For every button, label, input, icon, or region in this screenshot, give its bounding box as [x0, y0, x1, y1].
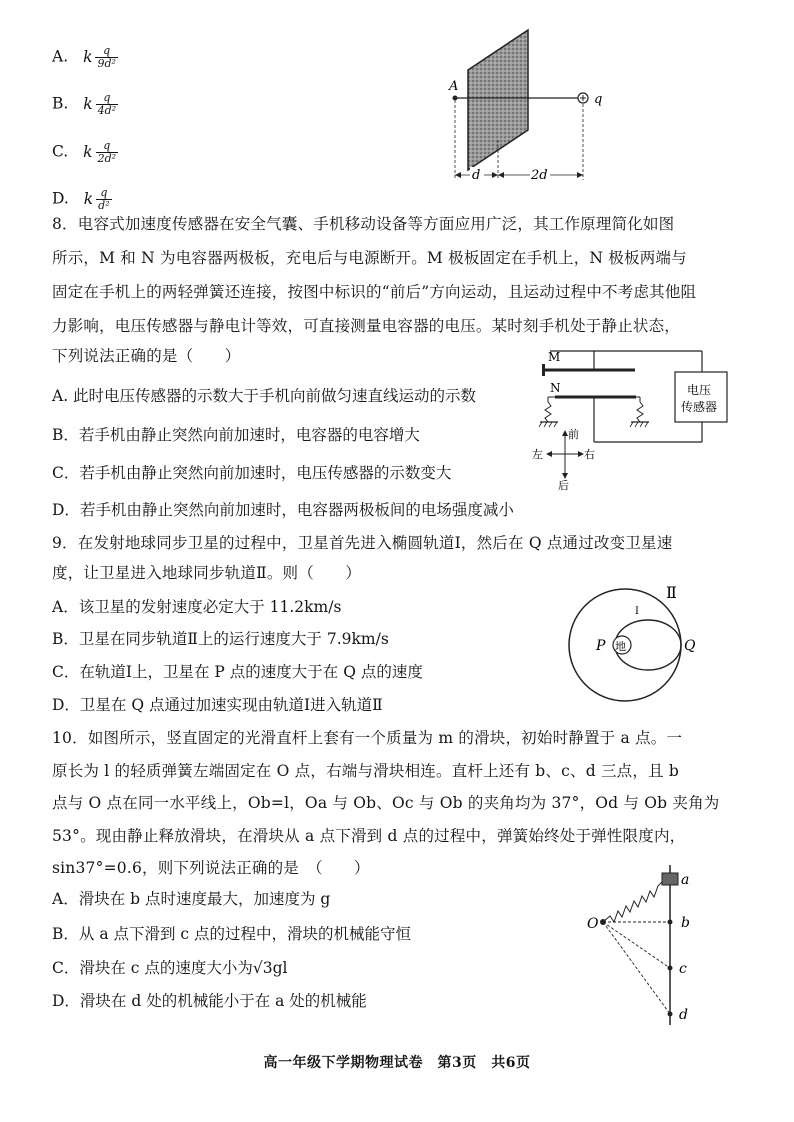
spring [603, 882, 662, 922]
q8-option-d: D．若手机由静止突然向前加速时，电容器两极板间的电场强度减小 [52, 501, 514, 519]
option-coef: k [83, 189, 94, 208]
option-label: D. [52, 189, 69, 208]
fraction-num: q [96, 92, 118, 105]
q9-option-b: B．卫星在同步轨道Ⅱ上的运行速度大于 7.9km/s [52, 630, 389, 648]
fraction [96, 92, 118, 117]
q8-capacitor-figure [510, 342, 735, 492]
q7-option-b [52, 92, 118, 117]
q7-option-a [52, 45, 118, 70]
q9-option-c: C．在轨道Ⅰ上，卫星在 P 点的速度大于在 Q 点的速度 [52, 663, 423, 681]
q9-stem-line-2: 度，让卫星进入地球同步轨道Ⅱ。则（ ） [52, 564, 362, 582]
dir-back-label: 后 [558, 479, 569, 492]
sensor-label-line-2: 传感器 [681, 400, 718, 414]
plate-n-label: N [550, 381, 561, 395]
q10-stem-line-4: 53°。现由静止释放滑块，在滑块从 a 点下滑到 d 点的过程中，弹簧始终处于弹性限度内， [52, 827, 686, 845]
q9-option-a: A．该卫星的发射速度必定大于 11.2km/s [52, 598, 342, 616]
point-a-label: a [681, 872, 690, 888]
q10-stem-line-3: 点与 O 点在同一水平线上，Ob=l，Oa 与 Ob、Oc 与 Ob 的夹角均为 37°，Od 与 Ob 夹角为 [52, 794, 720, 812]
fraction [96, 140, 118, 165]
fraction-den: d² [98, 199, 110, 212]
point-p-label: P [596, 638, 606, 654]
point-c-label: c [679, 961, 687, 977]
point-a-dot [453, 96, 458, 101]
dir-front-label: 前 [568, 428, 579, 441]
option-label: A. [52, 47, 69, 66]
q8-option-b: B．若手机由静止突然向前加速时，电容器的电容增大 [52, 426, 420, 444]
earth-label: 地 [615, 640, 626, 653]
point-o-label: O [587, 916, 599, 932]
q9-orbit-figure [560, 582, 700, 702]
plate-m-label: M [548, 350, 561, 364]
q10-option-b: B．从 a 点下滑到 c 点的过程中，滑块的机械能守恒 [52, 925, 412, 943]
q7-plate-figure [440, 20, 620, 190]
q7-option-c [52, 140, 118, 165]
option-coef: k [83, 142, 93, 161]
q7-option-d [52, 187, 112, 212]
q10-stem-line-5: sin37°=0.6，则下列说法正确的是 （ ） [52, 859, 370, 877]
q10-stem-line-1: 10．如图所示，竖直固定的光滑直杆上套有一个质量为 m 的滑块，初始时静置于 a 点。一 [52, 729, 683, 747]
fraction-num: q [95, 45, 117, 58]
point-q-label: Q [684, 638, 696, 654]
q10-option-a: A．滑块在 b 点时速度最大，加速度为 g [52, 890, 331, 908]
spring-left [545, 397, 551, 422]
q8-stem-line-5: 下列说法正确的是（ ） [52, 347, 241, 365]
voltage-sensor-box [675, 372, 727, 422]
q10-option-d: D．滑块在 d 处的机械能小于在 a 处的机械能 [52, 992, 367, 1010]
q8-option-c: C．若手机由静止突然向前加速时，电压传感器的示数变大 [52, 464, 452, 482]
q8-stem-line-1: 8．电容式加速度传感器在安全气囊、手机移动设备等方面应用广泛，其工作原理简化如图 [52, 215, 675, 233]
option-label: B. [52, 94, 69, 113]
q8-stem-line-3: 固定在手机上的两轻弹簧还连接，按图中标识的“前后”方向运动，且运动过程中不考虑其他阻 [52, 283, 697, 301]
point-d-label: d [679, 1007, 688, 1023]
fraction-den: 2d² [97, 152, 117, 165]
q9-stem-line-1: 9．在发射地球同步卫星的过程中，卫星首先进入椭圆轨道Ⅰ，然后在 Q 点通过改变卫星速 [52, 534, 673, 552]
fraction [96, 187, 111, 212]
sensor-label-line-1: 电压 [687, 383, 712, 397]
fraction [95, 45, 117, 70]
q8-stem-line-4: 力影响，电压传感器与静电计等效，可直接测量电容器的电压。某时刻手机处于静止状态， [52, 317, 681, 335]
q9-option-d: D．卫星在 Q 点通过加速实现由轨道Ⅰ进入轨道Ⅱ [52, 696, 383, 714]
fraction-num: q [96, 187, 111, 200]
option-coef: k [83, 94, 93, 113]
charged-plate [468, 30, 528, 170]
dir-right-label: 右 [584, 448, 595, 461]
q8-stem-line-2: 所示，M 和 N 为电容器两极板，充电后与电源断开。M 极板固定在手机上，N 极板两端与 [52, 249, 687, 267]
charge-label: q [594, 92, 603, 107]
option-label: C. [52, 142, 69, 161]
q10-rod-figure [580, 860, 710, 1030]
slider-block [662, 873, 678, 885]
fraction-num: q [96, 140, 118, 153]
dimension-2d-label: 2d [531, 168, 548, 183]
fraction-den: 4d² [97, 104, 117, 117]
page-footer: 高一年级下学期物理试卷 第3页 共6页 [263, 1055, 531, 1071]
spring-right [637, 397, 643, 422]
orbit-i-label: Ⅰ [635, 606, 639, 617]
point-a-label: A [449, 79, 459, 94]
q10-option-c: C．滑块在 c 点的速度大小为√3gl [52, 959, 288, 977]
orbit-ii-label: Ⅱ [666, 583, 677, 602]
q10-stem-line-2: 原长为 l 的轻质弹簧左端固定在 O 点，右端与滑块相连。直杆上还有 b、c、d 三点，且 b [52, 762, 680, 780]
option-coef: k [83, 47, 93, 66]
dir-left-label: 左 [532, 448, 543, 461]
dimension-d-label: d [472, 168, 481, 183]
q8-option-a: A. 此时电压传感器的示数大于手机向前做匀速直线运动的示数 [52, 387, 477, 405]
fraction-den: 9d² [97, 57, 116, 70]
point-b-label: b [681, 915, 690, 931]
